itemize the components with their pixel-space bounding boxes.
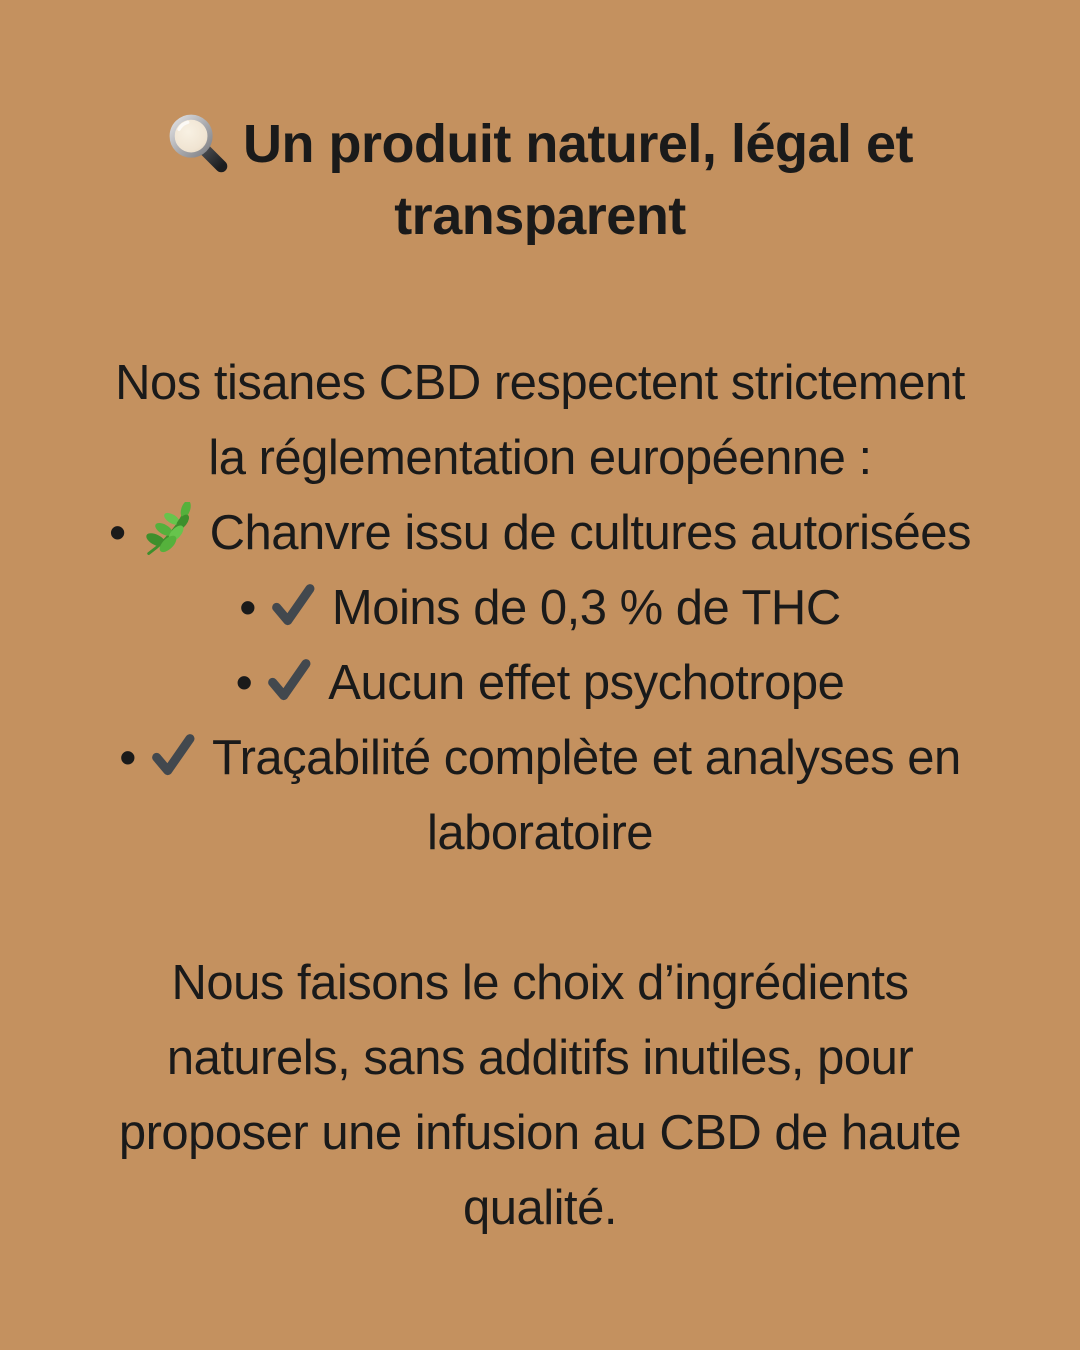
closing-line: qualité. (462, 1181, 617, 1235)
magnifying-glass-icon (167, 112, 229, 174)
check-mark-icon (149, 729, 199, 783)
list-item-text: Aucun effet psychotrope (328, 656, 845, 710)
bullet-dot: • (108, 506, 126, 560)
intro-line: la réglementation européenne : (208, 431, 872, 485)
bullet-dot: • (239, 581, 256, 635)
list-item-text: Moins de 0,3 % de THC (331, 581, 841, 635)
intro-paragraph (0, 346, 1080, 496)
list-item-text: Chanvre issu de cultures autorisées (209, 506, 972, 560)
closing-line: naturels, sans additifs inutiles, pour (166, 1031, 914, 1085)
bullet-dot: • (235, 656, 253, 710)
list-item-text: Traçabilité complète et analyses en (211, 731, 961, 785)
herb-icon (139, 502, 197, 560)
list-item-text: laboratoire (426, 806, 654, 860)
list-item-thc (0, 571, 1080, 646)
post-title-line: transparent (394, 186, 686, 246)
check-mark-icon (269, 579, 319, 633)
post-title (90, 108, 990, 252)
post-title-line: Un produit naturel, légal et (242, 114, 914, 174)
list-item-hemp (0, 496, 1080, 571)
compliance-list (0, 496, 1080, 871)
check-mark-icon (265, 654, 315, 708)
closing-line: Nous faisons le choix d’ingrédients (171, 956, 909, 1010)
intro-line: Nos tisanes CBD respectent strictement (115, 356, 965, 410)
closing-paragraph (0, 946, 1080, 1246)
paragraph-spacer (0, 871, 1080, 946)
list-item-psychotrope (0, 646, 1080, 721)
closing-line: proposer une infusion au CBD de haute (118, 1106, 962, 1160)
list-item-tracabilite (0, 721, 1080, 871)
bullet-dot: • (119, 731, 136, 785)
